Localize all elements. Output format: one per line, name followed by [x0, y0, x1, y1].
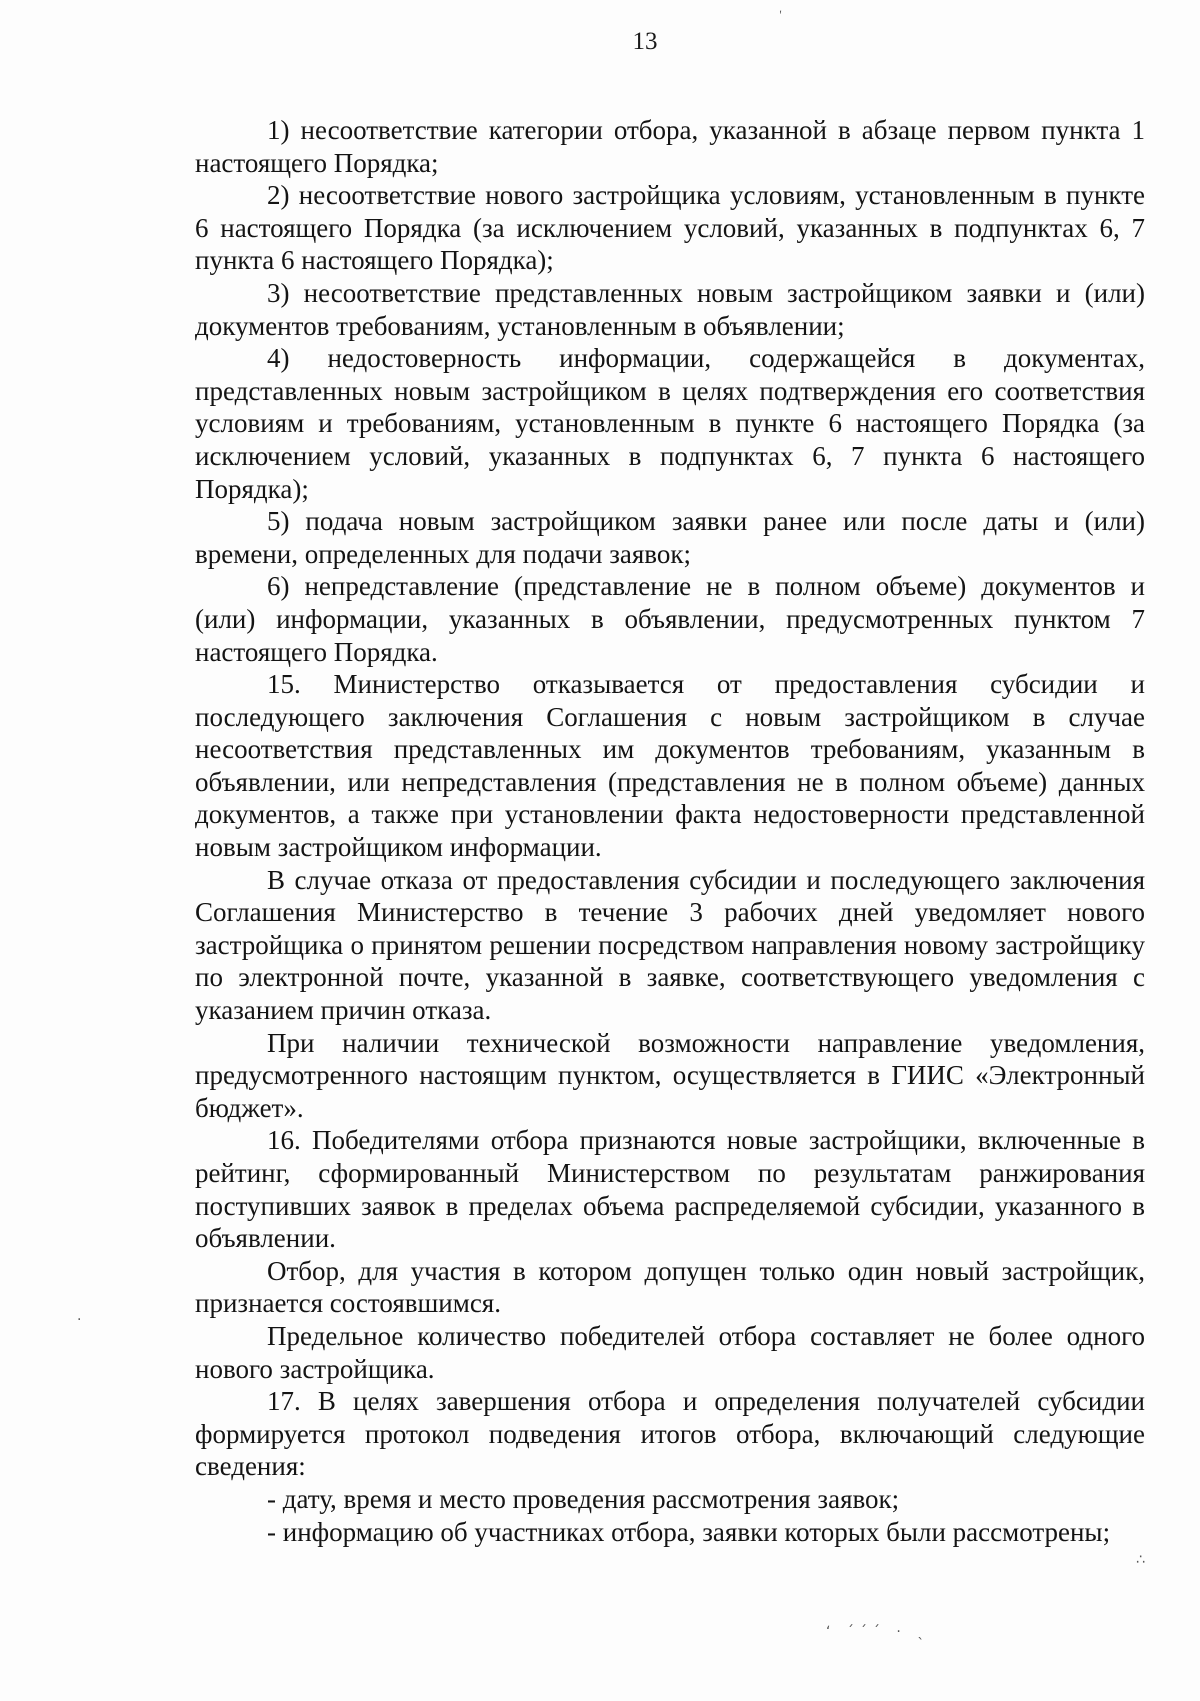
paragraph-item-3: 3) несоответствие представленных новым застройщиком заявки и (или) документов требованиям, установленным в объявлении; — [195, 277, 1145, 341]
paragraph-item-5: 5) подача новым застройщиком заявки ранее или после даты и (или) времени, определенных для подачи заявок; — [195, 506, 1145, 569]
paragraph-item-2: 2) несоответствие нового застройщика условиям, установленным в пункте 6 настоящего Порядка (за исключением условий, указанных в подпунктах 6, 7 пункта 6 настоящего Порядка); — [195, 180, 1145, 276]
paragraph-refusal-notice: В случае отказа от предоставления субсидии и последующего заключения Соглашения Министерство в течение 3 рабочих дней уведомляет нового застройщика о принятом решении посредством направления новому застройщику по электронной почте, указанной в заявке, соответствующего уведомления с указанием причин отказа. — [195, 864, 1145, 1026]
paragraph-technical-possibility: При наличии технической возможности направление уведомления, предусмотренного настоящим пунктом, осуществляется в ГИИС «Электронный бюджет». — [195, 1027, 1145, 1123]
paragraph-item-6: 6) непредставление (представление не в полном объеме) документов и (или) информации, указанных в объявлении, предусмотренных пунктом 7 настоящего Порядка. — [195, 571, 1145, 667]
paragraph-item-4: 4) недостоверность информации, содержащейся в документах, представленных новым застройщиком в целях подтверждения его соответствия условиям и требованиям, установленным в пункте 6 настоящего Порядка (за исключением условий, указанных в подпунктах 6, 7 пункта 6 настоящего Порядка); — [195, 343, 1145, 504]
paragraph-protocol-date: - дату, время и место проведения рассмотрения заявок; — [267, 1483, 900, 1514]
scan-mark: ∴ — [1136, 1552, 1145, 1568]
paragraph-clause-15: 15. Министерство отказывается от предоставления субсидии и последующего заключения Соглашения с новым застройщиком в случае несоответствия представленных им документов требованиям, указанным в объявлении, или непредставления (представления не в полном объеме) данных документов, а также при установлении факта недостоверности представленной новым застройщиком информации. — [195, 669, 1145, 863]
page-number: 13 — [632, 28, 658, 55]
paragraph-single-participant: Отбор, для участия в котором допущен только один новый застройщик, признается состоявшимся. — [195, 1255, 1145, 1319]
document-body — [195, 114, 1145, 1548]
paragraph-clause-16: 16. Победителями отбора признаются новые застройщики, включенные в рейтинг, сформированный Министерством по результатам ранжирования поступивших заявок в пределах объема распределяемой субсидии, указанного в объявлении. — [195, 1125, 1145, 1254]
paragraph-clause-17: 17. В целях завершения отбора и определения получателей субсидии формируется протокол подведения итогов отбора, включающий следующие сведения: — [195, 1386, 1145, 1482]
paragraph-winner-limit: Предельное количество победителей отбора составляет не более одного нового застройщика. — [195, 1320, 1145, 1384]
scan-mark: ʻ ´´´ · ˎ — [826, 1624, 931, 1640]
scan-mark: · — [77, 1312, 82, 1328]
paragraph-item-1: 1) несоответствие категории отбора, указанной в абзаце первом пункта 1 настоящего Порядка; — [195, 115, 1145, 178]
paragraph-protocol-participants: - информацию об участниках отбора, заявки которых были рассмотрены; — [267, 1516, 1111, 1547]
scan-mark: ′ — [777, 8, 790, 24]
